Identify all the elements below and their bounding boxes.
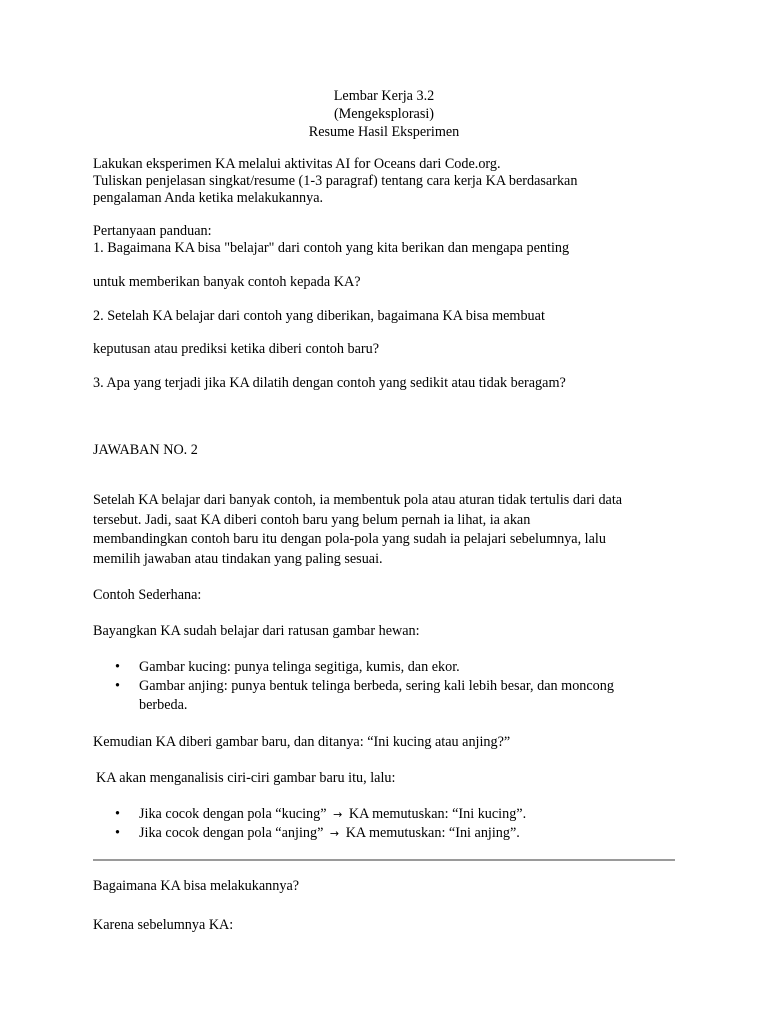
list-item-text: Gambar kucing: punya telinga segitiga, kumis, dan ekor.: [139, 659, 460, 675]
decision-condition: Jika cocok dengan pola “anjing”: [139, 825, 324, 841]
intro-line-2: Tuliskan penjelasan singkat/resume (1-3 paragraf) tentang cara kerja KA berdasarkan: [93, 173, 578, 189]
guide-label: Pertanyaan panduan:: [93, 223, 212, 239]
question-2-line-2: keputusan atau prediksi ketika diberi contoh baru?: [93, 341, 380, 357]
bullet-icon: •: [115, 678, 120, 694]
question-1-line-2: untuk memberikan banyak contoh kepada KA?: [93, 274, 361, 290]
decision-list: [93, 805, 526, 843]
bullet-icon: •: [115, 659, 120, 675]
list-item-text: Gambar anjing: punya bentuk telinga berbeda, sering kali lebih besar, dan moncong: [139, 678, 614, 694]
list-item: [93, 658, 614, 677]
question-3: 3. Apa yang terjadi jika KA dilatih dengan contoh yang sedikit atau tidak beragam?: [93, 375, 566, 391]
decision-condition: Jika cocok dengan pola “kucing”: [139, 806, 327, 822]
list-item: [93, 677, 614, 696]
example-intro: Bayangkan KA sudah belajar dari ratusan gambar hewan:: [93, 623, 420, 639]
answer-paragraph-line-1: Setelah KA belajar dari banyak contoh, ia membentuk pola atau aturan tidak tertulis dari data: [93, 492, 623, 508]
how-question: Bagaimana KA bisa melakukannya?: [93, 878, 300, 894]
arrow-right-icon: →: [329, 827, 340, 840]
worksheet-title: Lembar Kerja 3.2: [333, 88, 435, 104]
intro-line-1: Lakukan eksperimen KA melalui aktivitas AI for Oceans dari Code.org.: [93, 156, 501, 172]
list-item-continuation: [93, 696, 614, 715]
answer-heading: JAWABAN NO. 2: [93, 442, 198, 458]
followup-question: Kemudian KA diberi gambar baru, dan ditanya: “Ini kucing atau anjing?”: [93, 734, 511, 750]
question-2-line-1: 2. Setelah KA belajar dari contoh yang diberikan, bagaimana KA bisa membuat: [93, 308, 545, 324]
question-1-line-1: 1. Bagaimana KA bisa "belajar" dari contoh yang kita berikan dan mengapa penting: [93, 240, 570, 256]
answer-paragraph-line-3: membandingkan contoh baru itu dengan pola-pola yang sudah ia pelajari sebelumnya, lalu: [93, 531, 606, 547]
answer-paragraph-line-2: tersebut. Jadi, saat KA diberi contoh baru yang belum pernah ia lihat, ia akan: [93, 512, 531, 528]
horizontal-divider: [93, 859, 675, 861]
decision-result: KA memutuskan: “Ini kucing”.: [348, 806, 527, 822]
list-item-text: berbeda.: [139, 697, 188, 713]
worksheet-heading: Resume Hasil Eksperimen: [308, 124, 460, 140]
example-label: Contoh Sederhana:: [93, 587, 202, 603]
intro-line-3: pengalaman Anda ketika melakukannya.: [93, 190, 324, 206]
list-item: [93, 824, 526, 843]
decision-result: KA memutuskan: “Ini anjing”.: [345, 825, 520, 841]
answer-paragraph-line-4: memilih jawaban atau tindakan yang paling sesuai.: [93, 551, 383, 567]
list-item: [93, 805, 526, 824]
arrow-right-icon: →: [333, 808, 343, 821]
bullet-icon: •: [115, 806, 120, 822]
because-line: Karena sebelumnya KA:: [93, 917, 234, 933]
bullet-icon: •: [115, 825, 120, 841]
animal-features-list: [93, 658, 614, 715]
worksheet-subtitle: (Mengeksplorasi): [333, 106, 435, 122]
analysis-line: KA akan menganalisis ciri-ciri gambar baru itu, lalu:: [96, 770, 396, 786]
